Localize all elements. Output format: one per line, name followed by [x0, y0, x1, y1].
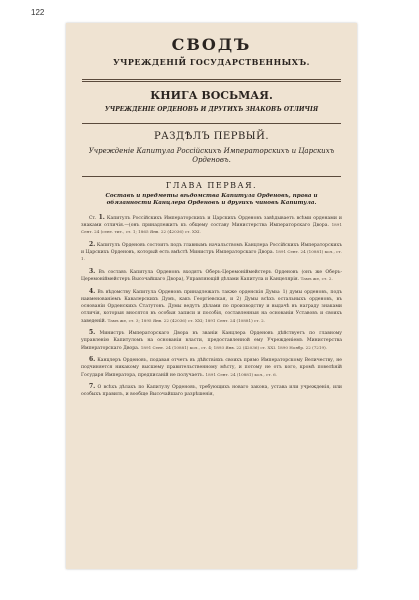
chapter-subtitle: Составъ и предметы вѣдомства Капитула Орденовъ, права и обязанности Канцлера Орденовъ и другихъ чиновъ Капитула.: [105, 192, 318, 207]
article-number: 6.: [89, 356, 96, 364]
article: [81, 328, 342, 352]
article-reference: 1891 Сент. 24 (10881) кол., ст. 4; 1893 Янв. 22 (42036) ст. XXI. 1890 Ноябр. 22 (7219).: [140, 344, 328, 350]
article-number: 5.: [89, 329, 96, 337]
article: [81, 240, 342, 264]
document-scan: [66, 23, 357, 569]
document-title: СВОДЪ: [171, 35, 252, 54]
divider: [82, 176, 341, 177]
article-number: 7.: [89, 383, 96, 391]
article: [81, 355, 342, 379]
article-reference: Тамъ же, ст. 3; 1895 Янв. 22 (42036) ст. XXI; 1891 Сент. 24 (10881) ст. 2.: [107, 317, 266, 323]
article: [81, 213, 342, 237]
chapter-title: ГЛАВА ПЕРВАЯ.: [165, 180, 258, 190]
article-text: О всѣхъ дѣлахъ по Капитулу Орденовъ, требующихъ новаго закона, устава или учрежденія, или особыхъ правилъ, и вообще Высочайшаго разрѣшенія,: [81, 385, 342, 398]
book-title: КНИГА ВОСЬМАЯ.: [150, 89, 273, 102]
article-number: 1.: [98, 213, 105, 221]
article-text: Министръ Императорскаго Двора въ званіи Канцлера Орденовъ дѣйствуетъ по главному управленію Капитуломъ на основаніи власти, предоставленной ему Учрежденіемъ Министерства Императорскаго Двора.: [81, 331, 342, 351]
article-reference: Тамъ же, ст. 2.: [300, 276, 333, 282]
article-text: Въ составъ Капитула Орденовъ входятъ Оберъ-Церемоніймейстеръ Орденовъ (онъ же Оберъ-Церемоніймейстеръ Высочайшаго Двора), Управляющій дѣлами Капитула и Канцелярія.: [81, 270, 342, 283]
article-lead: Ст.: [89, 215, 97, 221]
section-subtitle: Учрежденіе Капитула Россійскихъ Императорскихъ и Царскихъ Орденовъ.: [88, 147, 335, 165]
article-number: 4.: [89, 287, 96, 295]
article: [81, 287, 342, 325]
article-text: Капитулъ Орденовъ состоитъ подъ главнымъ начальствомъ Канцлера Россійскихъ Императорскихъ и Царскихъ Орденовъ, который есть вмѣстѣ Министръ Императорскаго Двора.: [81, 242, 342, 256]
article-number: 2.: [89, 240, 96, 248]
article-reference: 1891 Сент. 24 (сент. тит., ст. 1; 1865 Янв. 22 (42036) ст. XXI.: [81, 222, 342, 235]
divider: [82, 123, 341, 124]
articles-list: [66, 213, 357, 399]
article-reference: 1891 Сент. 24 (10881) кол., ст. 6.: [205, 371, 278, 377]
article-text: Капитулъ Россійскихъ Императорскихъ и Царскихъ Орденовъ завѣдываетъ всѣми орденами и знаками отличія.—(онъ принадлежитъ къ общему составу Министерства Императорскаго Двора.: [81, 215, 342, 229]
article: [81, 382, 342, 398]
article: [81, 267, 342, 283]
divider: [82, 79, 341, 82]
document-subtitle: УЧРЕЖДЕНІЙ ГОСУДАРСТВЕННЫХЪ.: [113, 57, 310, 67]
page-number: 122: [31, 8, 45, 17]
book-subtitle: УЧРЕЖДЕНІЕ ОРДЕНОВЪ И ДРУГИХЪ ЗНАКОВЪ ОТЛИЧІЯ: [104, 106, 319, 113]
section-title: РАЗДѢЛЪ ПЕРВЫЙ.: [153, 131, 270, 142]
article-text: Канцлеръ Орденовъ, подавая отчетъ въ дѣйствіяхъ своихъ прямо Императорскому Величеству, не подчиняется никакому высшему правительственному мѣсту, и потому не отъ кого, кромѣ повелѣній Государя Императора, предписаній не получаетъ.: [81, 358, 343, 378]
article-text: Въ вѣдомству Капитула Орденовъ принадлежатъ также орденскія Думы: 1) думы орденовъ, подъ наименованіемъ Кавалерскихъ Думъ, какъ Георгіевская, и 2) Думы всѣхъ остальныхъ орденовъ, въ основаніи Орденскихъ Статутовъ. Думы ведутъ дѣлами по производству и выдачѣ въ награду знаками отличія, которыя вносятся въ особыя записи и пособія, составленныя на основаніи Уставовъ и своихъ заведеній.: [81, 289, 342, 324]
article-reference: 1891 Сент. 24 (10881) кол., ст. 1.: [81, 249, 342, 262]
article-number: 3.: [89, 268, 96, 275]
